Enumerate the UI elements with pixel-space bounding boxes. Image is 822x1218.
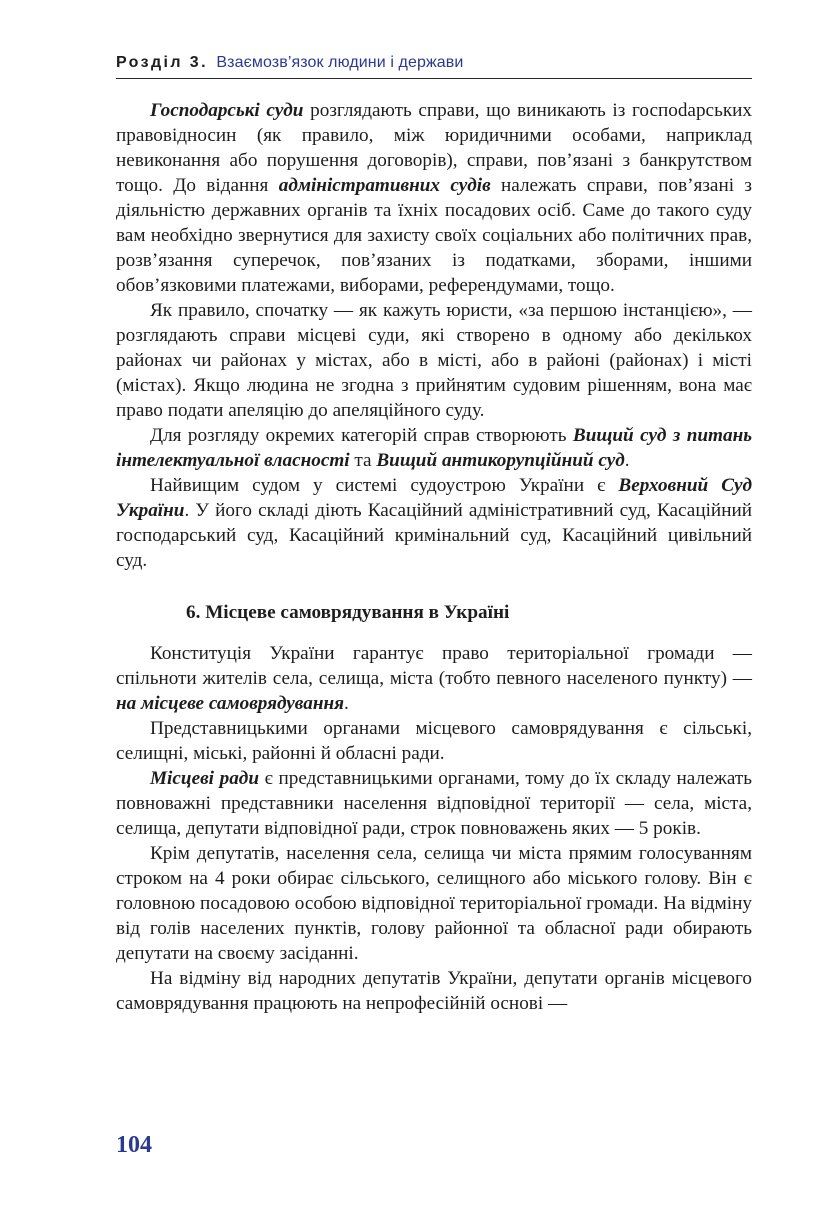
- paragraph: [116, 98, 752, 298]
- section-title: Взаємозв’язок людини і держави: [216, 54, 464, 71]
- page-number: 104: [116, 1132, 152, 1158]
- text-run: належать справи, пов’язані з діяльністю державних органів та їхніх посадових осіб. Саме до такого суду вам необхідно звернутися для захисту своїх соціальних або політичних прав, розв’язання суперечок, пов’язаних із податками, зборами, іншими обов’язковими платежами, виборами, референдумами, тощо.: [116, 175, 752, 296]
- text-run: Як правило, спочатку — як кажуть юристи, «за першою інстанцією», — розглядають справи місцеві суди, які створено в одному або декількох районах чи районах у містах, або в місті, або в районі (районах) і місті (містах). Якщо людина не згодна з прийнятим судовим рішенням, вона має право подати апеляцію до апеляційного суду.: [116, 300, 752, 421]
- emphasized-term: Місцеві ради: [150, 768, 259, 789]
- section-label: Розділ 3.: [116, 54, 208, 71]
- paragraph-group-courts: [116, 98, 752, 573]
- running-header: [116, 52, 752, 79]
- text-run: На відміну від народних депутатів України, депутати органів місцевого самоврядування працюють на непрофесійній основі —: [116, 968, 752, 1014]
- paragraph: [116, 841, 752, 966]
- section-heading: 6. Місцеве самоврядування в Україні: [186, 602, 510, 623]
- paragraph: [116, 423, 752, 473]
- text-run: та: [349, 450, 377, 471]
- paragraph: [116, 966, 752, 1016]
- text-run: Представницькими органами місцевого самоврядування є сільські, селищні, міські, районні й обласні ради.: [116, 718, 752, 764]
- emphasized-term: адміністративних судів: [278, 175, 491, 196]
- paragraph: [116, 473, 752, 573]
- page-body: [116, 98, 752, 1016]
- text-run: .: [624, 450, 630, 471]
- paragraph: [116, 716, 752, 766]
- text-run: є представницькими органами, тому до їх складу належать повноважні представники населення відповідної території — села, міста, селища, депутати відповідної ради, строк повноважень яких — 5 років.: [116, 768, 752, 839]
- emphasized-term: Господарські суди: [150, 100, 304, 121]
- text-run: Конституція України гарантує право територіальної громади — спільноти жителів села, селища, міста (тобто певного населеного пункту) —: [116, 643, 752, 689]
- emphasized-term: Вищий антикорупційний суд: [376, 450, 625, 471]
- paragraph: [116, 766, 752, 841]
- emphasized-term: на місцеве самоврядування: [116, 693, 345, 714]
- text-run: Найвищим судом у системі судоустрою України є: [150, 475, 619, 496]
- text-run: Для розгляду окремих категорій справ створюють: [150, 425, 573, 446]
- paragraph: [116, 641, 752, 716]
- text-run: . У його складі діють Касаційний адміністративний суд, Касаційний господарський суд, Касаційний кримінальний суд, Касаційний цивільний суд.: [116, 500, 752, 571]
- text-run: Крім депутатів, населення села, селища чи міста прямим голосуванням строком на 4 роки обирає сільського, селищного або міського голову. Він є головною посадовою особою відповідної територіальної громади. На відміну від голів населених пунктів, голову районної та обласної ради обирають депутати на своєму засіданні.: [116, 843, 752, 964]
- text-run: розглядають справи, що виникають із госпоdарських правовідносин (як правило, між юридичними особами, наприклад невиконання або порушення договорів), справи, пов’язані з банкрутством тощо. До відання: [116, 100, 752, 196]
- emphasized-term: Верховний Суд України: [116, 475, 752, 521]
- text-run: .: [344, 693, 349, 714]
- paragraph-group-self-government: [116, 641, 752, 1016]
- paragraph: [116, 298, 752, 423]
- emphasized-term: Вищий суд з питань інтелектуальної власності: [116, 425, 752, 471]
